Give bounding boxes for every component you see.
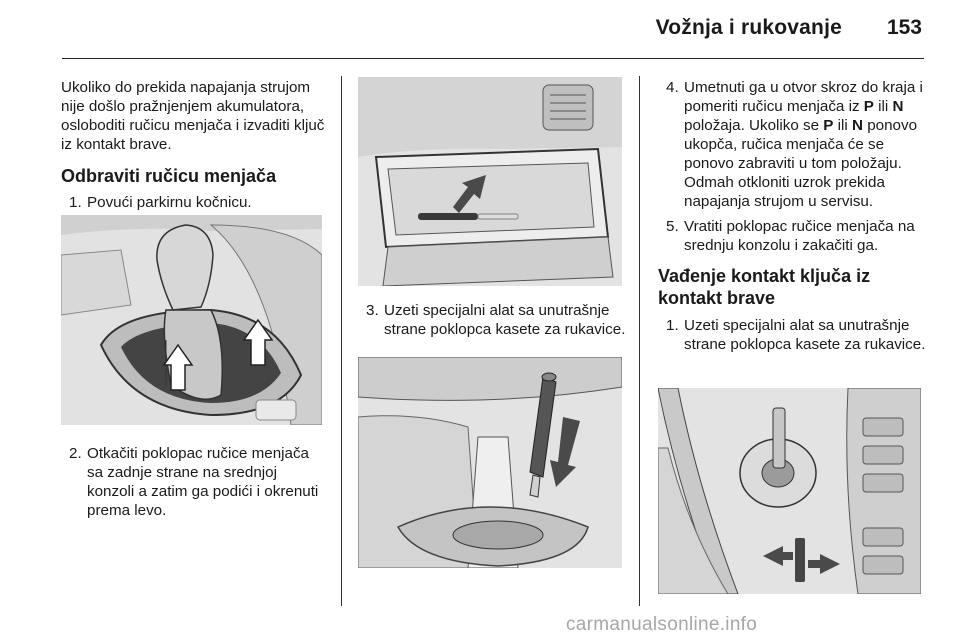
header-rule <box>62 58 924 59</box>
step-text: Povući parkirnu kočnicu. <box>87 193 252 211</box>
gear-position-n: N <box>852 117 863 134</box>
ignition-key-illustration <box>658 388 921 594</box>
list-item <box>658 316 928 354</box>
list-item <box>358 301 630 339</box>
step-text-part: Umetnuti ga u otvor skroz do kraja i pomeriti ručicu menjača iz <box>684 79 923 115</box>
step-text-part: ponovo ukopča, ručica menjača će se ponovo zabraviti u tom položaju. Odmah otkloniti uzrok prekida napajanja strujom u servisu. <box>684 117 918 210</box>
step-text: Vratiti poklopac ručice menjača na srednju konzolu i zakačiti ga. <box>684 218 915 254</box>
steps-list-1 <box>61 193 326 212</box>
list-item <box>61 193 326 212</box>
column-3 <box>658 78 928 354</box>
page-number: 153 <box>886 16 922 39</box>
step-number: 1. <box>69 193 82 211</box>
gear-position-n: N <box>892 98 904 115</box>
step-number: 2. <box>69 445 82 462</box>
list-item <box>658 78 928 211</box>
list-item <box>658 217 928 255</box>
step-text-part: ili <box>873 98 893 115</box>
step-text: Uzeti specijalni alat sa unutrašnje strane poklopca kasete za rukavice. <box>384 302 626 338</box>
column-1 <box>61 78 326 212</box>
section-heading-remove-key: Vađenje kontakt ključa iz kontakt brave <box>658 266 871 308</box>
steps-list-4 <box>658 316 928 354</box>
list-item <box>61 444 328 520</box>
gear-position-p: P <box>863 98 874 115</box>
step-text: Otkačiti poklopac ručice menjača sa zadnje strane na srednjoj konzoli a zatim ga podići i okrenuti prema levo. <box>87 445 319 519</box>
step-number: 3. <box>366 302 379 319</box>
steps-list-2 <box>358 301 630 339</box>
watermark: carmanualsonline.info <box>566 614 758 635</box>
page-header <box>0 0 960 62</box>
column-divider-1 <box>341 76 342 606</box>
gear-position-p: P <box>823 117 834 134</box>
step-text: Uzeti specijalni alat sa unutrašnje strane poklopca kasete za rukavice. <box>684 317 926 353</box>
column-divider-2 <box>639 76 640 606</box>
chapter-title: Vožnja i rukovanje <box>655 16 842 39</box>
step-text-part: ili <box>833 117 852 134</box>
steps-list-1b <box>61 444 328 520</box>
glovebox-illustration <box>358 77 622 286</box>
step-number: 1. <box>666 317 679 334</box>
step-number: 4. <box>666 79 679 96</box>
tool-insertion-illustration <box>358 357 622 568</box>
gear-lever-illustration <box>61 215 322 425</box>
steps-list-3 <box>658 78 928 255</box>
step-number: 5. <box>666 218 679 235</box>
step-text-part: položaja. Ukoliko se <box>684 117 824 134</box>
section-heading-unlock-lever: Odbraviti ručicu menjača <box>61 166 277 186</box>
intro-paragraph: Ukoliko do prekida napajanja strujom nije došlo pražnjenjem akumulatora, osloboditi ručicu menjača i izvaditi ključ iz kontakt brave. <box>61 79 325 153</box>
